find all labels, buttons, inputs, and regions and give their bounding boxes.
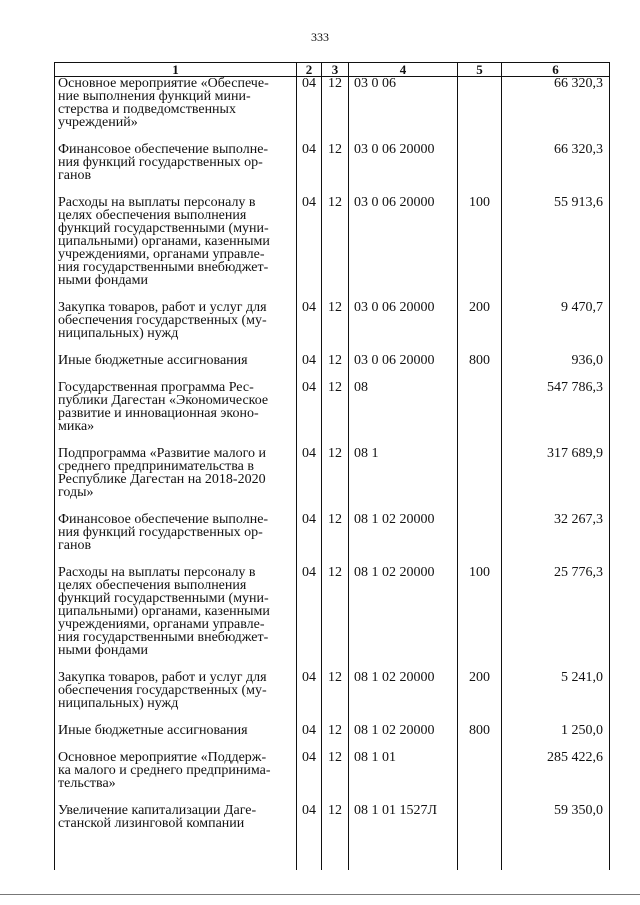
row-amount: 55 913,6 — [502, 196, 610, 301]
table-row — [55, 751, 610, 804]
row-amount: 32 267,3 — [502, 513, 610, 566]
table-row — [55, 381, 610, 447]
budget-table — [54, 62, 610, 870]
row-section: 04 — [297, 77, 322, 144]
row-expense-type — [458, 447, 502, 513]
row-name: Расходы на выплаты персоналу в целях обеспечения выполнения функций государственными (муни- ципальными) органами, казенными учреждениями, органами управле- ния государственными внебюджет- ными фондами — [55, 196, 297, 301]
row-target-code: 03 0 06 20000 — [349, 196, 458, 301]
row-subsection: 12 — [322, 804, 349, 844]
row-section: 04 — [297, 671, 322, 724]
row-name: Закупка товаров, работ и услуг для обеспечения государственных (му- ниципальных) нужд — [55, 671, 297, 724]
empty-cell — [458, 844, 502, 870]
empty-cell — [55, 844, 297, 870]
row-target-code: 03 0 06 20000 — [349, 301, 458, 354]
row-amount: 5 241,0 — [502, 671, 610, 724]
column-header-6: 6 — [502, 63, 610, 77]
table-body — [55, 77, 610, 871]
row-subsection: 12 — [322, 381, 349, 447]
table-filler-row — [55, 844, 610, 870]
row-amount: 936,0 — [502, 354, 610, 381]
table-row — [55, 724, 610, 751]
row-expense-type — [458, 77, 502, 144]
row-section: 04 — [297, 566, 322, 671]
row-subsection: 12 — [322, 513, 349, 566]
row-target-code: 03 0 06 20000 — [349, 143, 458, 196]
row-name: Расходы на выплаты персоналу в целях обеспечения выполнения функций государственными (муни- ципальными) органами, казенными учреждениями, органами управле- ния государственными внебюджет- ными фондами — [55, 566, 297, 671]
row-target-code: 08 1 02 20000 — [349, 513, 458, 566]
row-target-code: 08 1 02 20000 — [349, 566, 458, 671]
row-section: 04 — [297, 301, 322, 354]
row-expense-type: 800 — [458, 354, 502, 381]
empty-cell — [349, 844, 458, 870]
table-row — [55, 447, 610, 513]
column-header-5: 5 — [458, 63, 502, 77]
table-row — [55, 77, 610, 144]
table-row — [55, 354, 610, 381]
row-amount: 1 250,0 — [502, 724, 610, 751]
row-subsection: 12 — [322, 354, 349, 381]
table-row — [55, 671, 610, 724]
row-target-code: 08 1 — [349, 447, 458, 513]
row-name: Основное мероприятие «Поддерж- ка малого и среднего предпринима- тельства» — [55, 751, 297, 804]
row-name: Иные бюджетные ассигнования — [55, 354, 297, 381]
bottom-rule — [0, 894, 640, 895]
row-target-code: 08 1 01 — [349, 751, 458, 804]
row-name: Иные бюджетные ассигнования — [55, 724, 297, 751]
row-expense-type — [458, 804, 502, 844]
row-expense-type — [458, 751, 502, 804]
row-amount: 66 320,3 — [502, 143, 610, 196]
header-row — [55, 63, 610, 77]
row-amount: 59 350,0 — [502, 804, 610, 844]
row-target-code: 03 0 06 20000 — [349, 354, 458, 381]
row-expense-type: 100 — [458, 566, 502, 671]
row-expense-type: 200 — [458, 301, 502, 354]
row-section: 04 — [297, 513, 322, 566]
row-subsection: 12 — [322, 751, 349, 804]
row-section: 04 — [297, 196, 322, 301]
table-row — [55, 566, 610, 671]
row-subsection: 12 — [322, 671, 349, 724]
row-subsection: 12 — [322, 566, 349, 671]
row-expense-type: 200 — [458, 671, 502, 724]
row-name: Государственная программа Рес- публики Дагестан «Экономическое развитие и инновационная эконо- мика» — [55, 381, 297, 447]
row-expense-type: 100 — [458, 196, 502, 301]
row-amount: 66 320,3 — [502, 77, 610, 144]
row-section: 04 — [297, 143, 322, 196]
column-header-3: 3 — [322, 63, 349, 77]
row-expense-type — [458, 143, 502, 196]
row-section: 04 — [297, 724, 322, 751]
row-subsection: 12 — [322, 447, 349, 513]
table-row — [55, 143, 610, 196]
row-name: Подпрограмма «Развитие малого и среднего предпринимательства в Республике Дагестан на 2018-2020 годы» — [55, 447, 297, 513]
row-subsection: 12 — [322, 77, 349, 144]
row-target-code: 08 1 01 1527Л — [349, 804, 458, 844]
row-target-code: 08 1 02 20000 — [349, 724, 458, 751]
row-section: 04 — [297, 381, 322, 447]
table-row — [55, 804, 610, 844]
row-name: Финансовое обеспечение выполне- ния функций государственных ор- ганов — [55, 513, 297, 566]
column-header-2: 2 — [297, 63, 322, 77]
row-subsection: 12 — [322, 724, 349, 751]
row-target-code: 03 0 06 — [349, 77, 458, 144]
row-subsection: 12 — [322, 143, 349, 196]
column-header-4: 4 — [349, 63, 458, 77]
row-amount: 285 422,6 — [502, 751, 610, 804]
empty-cell — [297, 844, 322, 870]
row-name: Увеличение капитализации Даге- станской лизинговой компании — [55, 804, 297, 844]
row-section: 04 — [297, 804, 322, 844]
table-row — [55, 301, 610, 354]
empty-cell — [322, 844, 349, 870]
row-name: Финансовое обеспечение выполне- ния функций государственных ор- ганов — [55, 143, 297, 196]
row-subsection: 12 — [322, 196, 349, 301]
row-expense-type — [458, 513, 502, 566]
row-section: 04 — [297, 751, 322, 804]
row-section: 04 — [297, 354, 322, 381]
row-section: 04 — [297, 447, 322, 513]
row-subsection: 12 — [322, 301, 349, 354]
row-amount: 9 470,7 — [502, 301, 610, 354]
row-expense-type — [458, 381, 502, 447]
column-header-1: 1 — [55, 63, 297, 77]
row-target-code: 08 1 02 20000 — [349, 671, 458, 724]
row-amount: 25 776,3 — [502, 566, 610, 671]
table-row — [55, 513, 610, 566]
row-name: Основное мероприятие «Обеспече- ние выполнения функций мини- стерства и подведомственных учреждений» — [55, 77, 297, 144]
row-amount: 317 689,9 — [502, 447, 610, 513]
row-target-code: 08 — [349, 381, 458, 447]
row-amount: 547 786,3 — [502, 381, 610, 447]
row-expense-type: 800 — [458, 724, 502, 751]
row-name: Закупка товаров, работ и услуг для обеспечения государственных (му- ниципальных) нужд — [55, 301, 297, 354]
empty-cell — [502, 844, 610, 870]
table-row — [55, 196, 610, 301]
page-number: 333 — [311, 30, 329, 44]
